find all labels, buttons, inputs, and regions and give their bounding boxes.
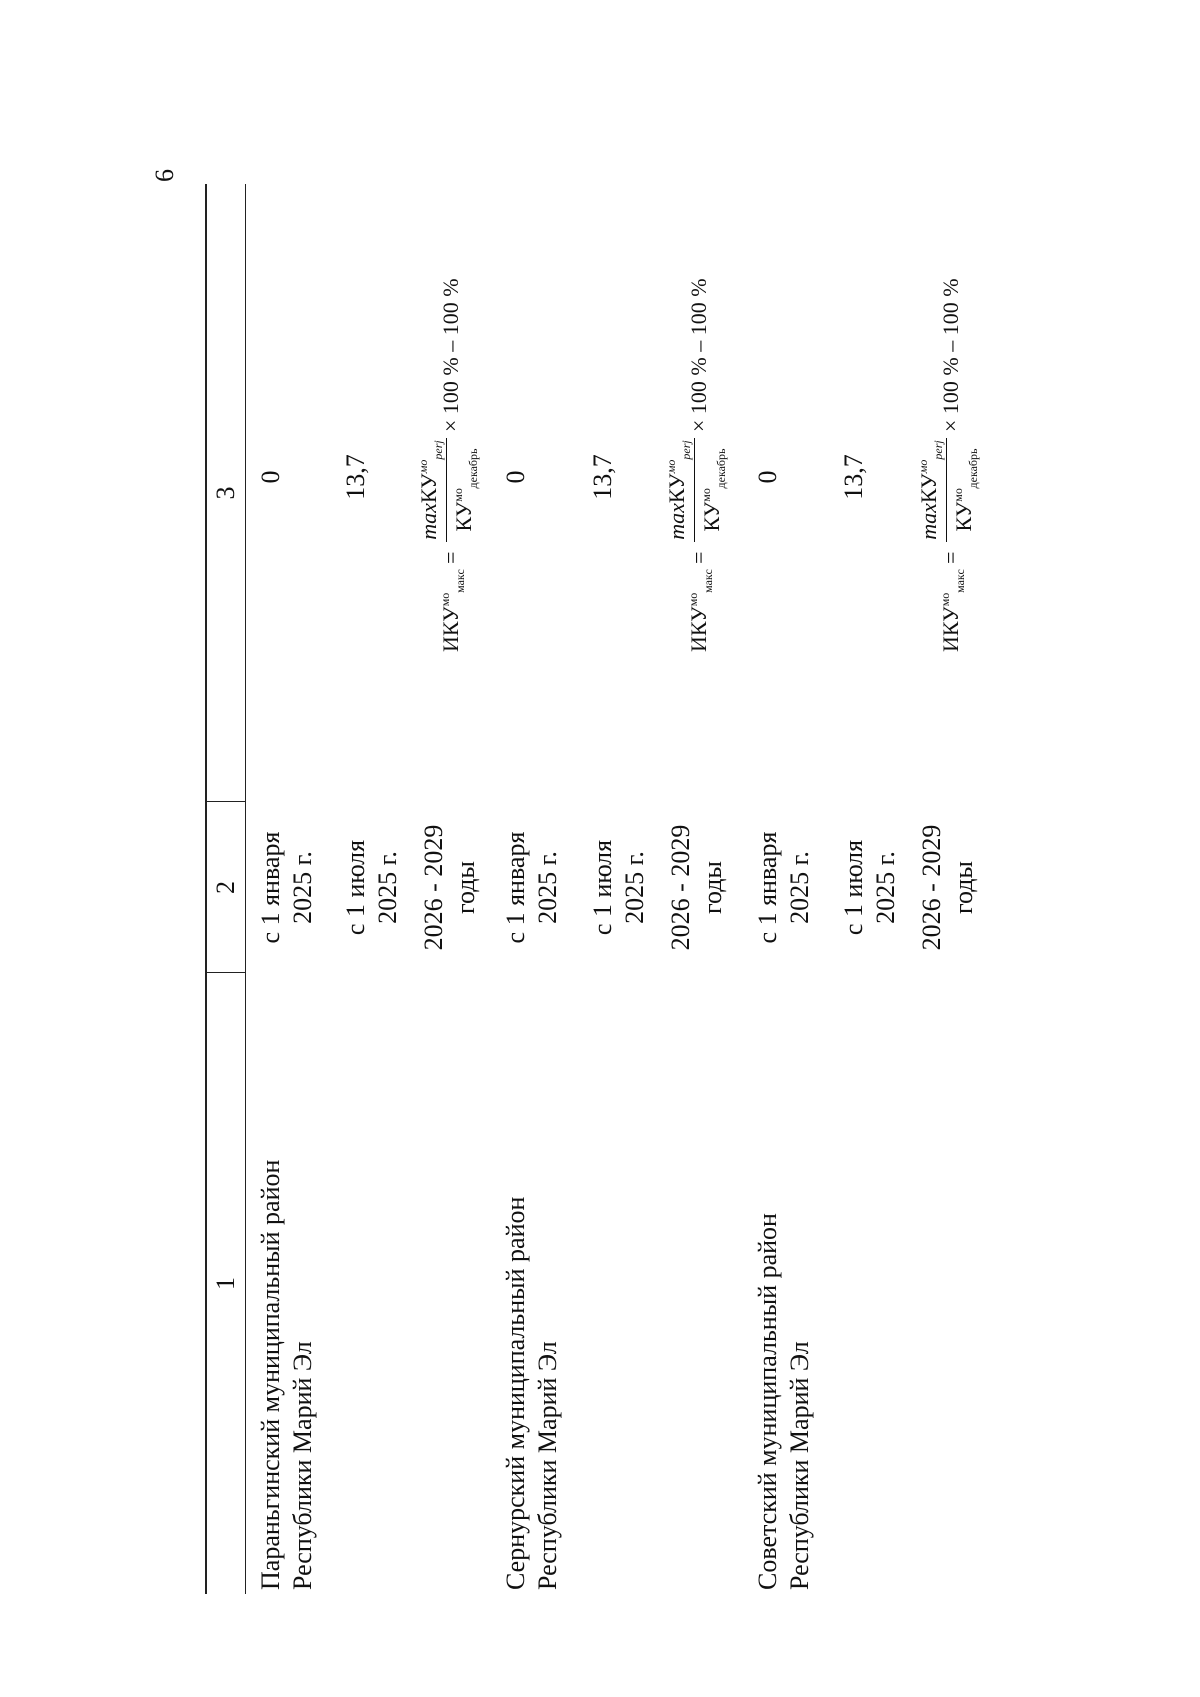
column-header-1: 1 [211, 1277, 240, 1290]
region-name-line: Параньгинский муниципальный район [256, 1159, 285, 1590]
formula-numerator [662, 438, 692, 542]
period-line: с 1 июля [341, 839, 370, 936]
index-formula [912, 92, 992, 652]
formula-subscript: декабрь [714, 448, 728, 489]
formula-function: max [664, 503, 689, 540]
period-line: годы [698, 861, 727, 914]
formula-superscript: мо [416, 459, 430, 474]
index-value: 0 [256, 470, 285, 484]
formula-superscript: мо [686, 592, 700, 607]
region-name-line: Республики Марий Эл [533, 1341, 562, 1590]
period-line: 2025 г. [288, 851, 317, 924]
region-name-line: Советский муниципальный район [753, 1213, 782, 1590]
formula-subscript: perj [679, 440, 693, 460]
formula-lhs [438, 569, 467, 652]
period-line: 2025 г. [533, 851, 562, 924]
column-header-2: 2 [211, 881, 240, 894]
formula-tail: × 100 % – 100 % [938, 278, 963, 432]
formula-subscript: макс [953, 569, 967, 593]
formula-tail: × 100 % – 100 % [686, 278, 711, 432]
period-line: годы [949, 861, 978, 914]
region-name-line: Республики Марий Эл [785, 1341, 814, 1590]
index-value: 13,7 [839, 454, 868, 500]
formula-denominator [697, 438, 727, 542]
formula-denominator [949, 438, 979, 542]
formula-symbol: КУ [416, 473, 441, 504]
page-number: 6 [150, 169, 179, 182]
period-line: 2026 - 2029 [419, 824, 448, 951]
formula-superscript: мо [664, 459, 678, 474]
index-value: 0 [501, 470, 530, 484]
period-cell [418, 802, 482, 973]
formula-equals: = [686, 551, 711, 564]
formula-fraction [914, 438, 979, 542]
formula-subscript: макс [453, 569, 467, 593]
formula-lhs [938, 569, 967, 652]
period-cell [838, 802, 902, 973]
period-line: 2025 г. [785, 851, 814, 924]
table-top-rule [205, 184, 207, 1594]
formula-equals: = [938, 551, 963, 564]
formula-subscript: макс [701, 569, 715, 593]
formula-denominator [449, 438, 479, 542]
formula-tail: × 100 % – 100 % [438, 278, 463, 432]
fraction-bar [946, 438, 947, 542]
period-cell [255, 802, 319, 973]
period-line: годы [451, 861, 480, 914]
index-value: 13,7 [341, 454, 370, 500]
formula-superscript: мо [699, 488, 713, 502]
table-header-rule [245, 184, 246, 1594]
formula-symbol: ИКУ [686, 606, 711, 652]
formula-symbol: КУ [916, 473, 941, 504]
fraction-bar [694, 438, 695, 542]
formula-function: max [416, 503, 441, 540]
formula-subscript: декабрь [966, 448, 980, 489]
formula-subscript: perj [931, 440, 945, 460]
formula-equals: = [438, 551, 463, 564]
formula-symbol: ИКУ [938, 606, 963, 652]
formula-subscript: декабрь [466, 448, 480, 489]
period-line: 2026 - 2029 [917, 824, 946, 951]
formula-superscript: мо [916, 459, 930, 474]
period-line: с 1 января [753, 831, 782, 944]
region-name-line: Сернурский муниципальный район [501, 1196, 530, 1590]
index-value: 0 [753, 470, 782, 484]
region-name-line: Республики Марий Эл [288, 1341, 317, 1590]
formula-numerator [414, 438, 444, 542]
period-line: с 1 января [256, 831, 285, 944]
formula-numerator [914, 438, 944, 542]
period-line: с 1 июля [588, 839, 617, 936]
region-name [255, 980, 319, 1590]
formula-fraction [662, 438, 727, 542]
period-line: с 1 июля [839, 839, 868, 936]
formula-symbol: КУ [664, 473, 689, 504]
period-cell [340, 802, 404, 973]
formula-symbol: КУ [951, 501, 976, 532]
period-cell [752, 802, 816, 973]
index-value: 13,7 [588, 454, 617, 500]
period-line: с 1 января [501, 831, 530, 944]
period-cell [665, 802, 729, 973]
formula-fraction [414, 438, 479, 542]
formula-superscript: мо [438, 592, 452, 607]
period-cell [500, 802, 564, 973]
period-cell [587, 802, 651, 973]
period-line: 2026 - 2029 [666, 824, 695, 951]
period-line: 2025 г. [871, 851, 900, 924]
index-formula [660, 92, 740, 652]
formula-symbol: КУ [451, 501, 476, 532]
formula-superscript: мо [451, 488, 465, 502]
formula-symbol: КУ [699, 501, 724, 532]
fraction-bar [446, 438, 447, 542]
region-name [500, 980, 564, 1590]
column-header-3: 3 [211, 486, 240, 500]
period-cell [916, 802, 980, 973]
period-line: 2025 г. [373, 851, 402, 924]
period-line: 2025 г. [620, 851, 649, 924]
formula-lhs [686, 569, 715, 652]
formula-subscript: perj [431, 440, 445, 460]
formula-symbol: ИКУ [438, 606, 463, 652]
formula-superscript: мо [938, 592, 952, 607]
formula-function: max [916, 503, 941, 540]
formula-superscript: мо [951, 488, 965, 502]
index-formula [412, 92, 492, 652]
region-name [752, 980, 816, 1590]
